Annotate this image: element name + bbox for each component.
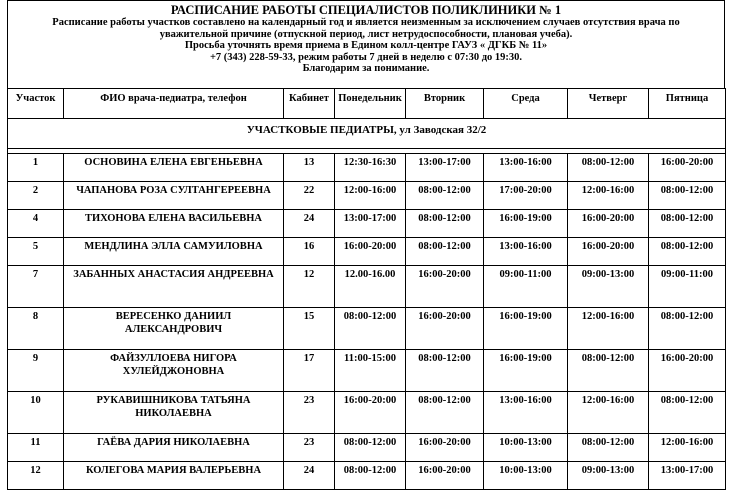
cell-thursday: 16:00-20:00: [568, 238, 649, 266]
schedule-table: [7, 88, 726, 490]
table-row: [8, 350, 726, 392]
cell-monday: 13:00-17:00: [335, 210, 406, 238]
cell-kabinet: 24: [284, 210, 335, 238]
cell-friday: 13:00-17:00: [649, 462, 726, 490]
cell-uchastok: 1: [8, 154, 64, 182]
cell-tuesday: 16:00-20:00: [406, 434, 484, 462]
col-header-monday: Понедельник: [335, 89, 406, 119]
cell-wednesday: 16:00-19:00: [484, 308, 568, 350]
cell-monday: 08:00-12:00: [335, 308, 406, 350]
cell-fio: ФАЙЗУЛЛОЕВА НИГОРА ХУЛЕЙДЖОНОВНА: [64, 350, 284, 392]
cell-tuesday: 16:00-20:00: [406, 308, 484, 350]
cell-kabinet: 24: [284, 462, 335, 490]
cell-uchastok: 12: [8, 462, 64, 490]
cell-friday: 12:00-16:00: [649, 434, 726, 462]
cell-tuesday: 08:00-12:00: [406, 392, 484, 434]
cell-uchastok: 10: [8, 392, 64, 434]
table-row: [8, 154, 726, 182]
cell-wednesday: 10:00-13:00: [484, 434, 568, 462]
cell-tuesday: 16:00-20:00: [406, 266, 484, 308]
col-header-uchastok: Участок: [8, 89, 64, 119]
cell-kabinet: 13: [284, 154, 335, 182]
cell-fio: ТИХОНОВА ЕЛЕНА ВАСИЛЬЕВНА: [64, 210, 284, 238]
cell-monday: 12:30-16:30: [335, 154, 406, 182]
cell-thursday: 16:00-20:00: [568, 210, 649, 238]
cell-wednesday: 13:00-16:00: [484, 392, 568, 434]
cell-uchastok: 5: [8, 238, 64, 266]
col-header-fio: ФИО врача-педиатра, телефон: [64, 89, 284, 119]
cell-friday: 08:00-12:00: [649, 392, 726, 434]
notice-line-1: Расписание работы участков составлено на календарный год и является неизменным за исключением случаев отсутствия врача по: [52, 17, 680, 28]
cell-kabinet: 22: [284, 182, 335, 210]
cell-wednesday: 16:00-19:00: [484, 210, 568, 238]
table-row: [8, 462, 726, 490]
table-row: [8, 182, 726, 210]
table-row: [8, 238, 726, 266]
cell-kabinet: 23: [284, 434, 335, 462]
cell-kabinet: 16: [284, 238, 335, 266]
cell-kabinet: 17: [284, 350, 335, 392]
notice-line-4: +7 (343) 228-59-33, режим работы 7 дней в неделю с 07:30 до 19:30.: [209, 51, 523, 63]
cell-thursday: 12:00-16:00: [568, 308, 649, 350]
cell-thursday: 08:00-12:00: [568, 434, 649, 462]
cell-thursday: 12:00-16:00: [568, 392, 649, 434]
cell-tuesday: 08:00-12:00: [406, 350, 484, 392]
cell-fio: ЗАБАННЫХ АНАСТАСИЯ АНДРЕЕВНА: [64, 266, 284, 308]
cell-wednesday: 10:00-13:00: [484, 462, 568, 490]
cell-uchastok: 2: [8, 182, 64, 210]
cell-tuesday: 16:00-20:00: [406, 462, 484, 490]
cell-fio: МЕНДЛИНА ЭЛЛА САМУИЛОВНА: [64, 238, 284, 266]
cell-uchastok: 4: [8, 210, 64, 238]
cell-monday: 16:00-20:00: [335, 392, 406, 434]
col-header-thursday: Четверг: [568, 89, 649, 119]
table-row: [8, 266, 726, 308]
cell-wednesday: 17:00-20:00: [484, 182, 568, 210]
cell-uchastok: 8: [8, 308, 64, 350]
notice-line-3: Просьба уточнять время приема в Едином колл-центре ГАУЗ « ДГКБ № 11»: [184, 40, 548, 52]
cell-friday: 08:00-12:00: [649, 308, 726, 350]
cell-fio: КОЛЕГОВА МАРИЯ ВАЛЕРЬЕВНА: [64, 462, 284, 490]
col-header-tuesday: Вторник: [406, 89, 484, 119]
cell-tuesday: 13:00-17:00: [406, 154, 484, 182]
cell-kabinet: 12: [284, 266, 335, 308]
section-row: [8, 119, 726, 149]
cell-friday: 16:00-20:00: [649, 154, 726, 182]
cell-thursday: 08:00-12:00: [568, 154, 649, 182]
col-header-friday: Пятница: [649, 89, 726, 119]
cell-uchastok: 7: [8, 266, 64, 308]
table-row: [8, 392, 726, 434]
cell-friday: 08:00-12:00: [649, 182, 726, 210]
cell-tuesday: 08:00-12:00: [406, 210, 484, 238]
cell-wednesday: 13:00-16:00: [484, 154, 568, 182]
cell-wednesday: 09:00-11:00: [484, 266, 568, 308]
notice-line-2: уважительной причине (отпускной период, лист нетрудоспособности, плановая учеба).: [159, 28, 573, 40]
cell-tuesday: 08:00-12:00: [406, 238, 484, 266]
table-row: [8, 434, 726, 462]
cell-friday: 09:00-11:00: [649, 266, 726, 308]
cell-tuesday: 08:00-12:00: [406, 182, 484, 210]
cell-monday: 16:00-20:00: [335, 238, 406, 266]
cell-thursday: 09:00-13:00: [568, 266, 649, 308]
cell-kabinet: 15: [284, 308, 335, 350]
table-row: [8, 210, 726, 238]
cell-uchastok: 11: [8, 434, 64, 462]
cell-monday: 08:00-12:00: [335, 434, 406, 462]
cell-fio: ГАЁВА ДАРИЯ НИКОЛАЕВНА: [64, 434, 284, 462]
page-title: РАСПИСАНИЕ РАБОТЫ СПЕЦИАЛИСТОВ ПОЛИКЛИНИКИ № 1: [170, 3, 562, 17]
schedule-sheet: [7, 0, 725, 476]
cell-thursday: 12:00-16:00: [568, 182, 649, 210]
cell-friday: 16:00-20:00: [649, 350, 726, 392]
cell-fio: РУКАВИШНИКОВА ТАТЬЯНА НИКОЛАЕВНА: [64, 392, 284, 434]
cell-monday: 11:00-15:00: [335, 350, 406, 392]
cell-fio: ЧАПАНОВА РОЗА СУЛТАНГЕРЕЕВНА: [64, 182, 284, 210]
table-header-row: [8, 89, 726, 119]
cell-wednesday: 16:00-19:00: [484, 350, 568, 392]
col-header-wednesday: Среда: [484, 89, 568, 119]
cell-wednesday: 13:00-16:00: [484, 238, 568, 266]
section-title: УЧАСТКОВЫЕ ПЕДИАТРЫ, ул Заводская 32/2: [8, 119, 726, 149]
cell-friday: 08:00-12:00: [649, 210, 726, 238]
notice-line-5: Благодарим за понимание.: [302, 63, 430, 75]
cell-fio: ОСНОВИНА ЕЛЕНА ЕВГЕНЬЕВНА: [64, 154, 284, 182]
cell-kabinet: 23: [284, 392, 335, 434]
cell-monday: 12.00-16.00: [335, 266, 406, 308]
cell-thursday: 09:00-13:00: [568, 462, 649, 490]
cell-monday: 12:00-16:00: [335, 182, 406, 210]
col-header-kabinet: Кабинет: [284, 89, 335, 119]
schedule-header: [7, 0, 725, 88]
cell-friday: 08:00-12:00: [649, 238, 726, 266]
cell-monday: 08:00-12:00: [335, 462, 406, 490]
cell-thursday: 08:00-12:00: [568, 350, 649, 392]
table-row: [8, 308, 726, 350]
cell-fio: ВЕРЕСЕНКО ДАНИИЛ АЛЕКСАНДРОВИЧ: [64, 308, 284, 350]
cell-uchastok: 9: [8, 350, 64, 392]
